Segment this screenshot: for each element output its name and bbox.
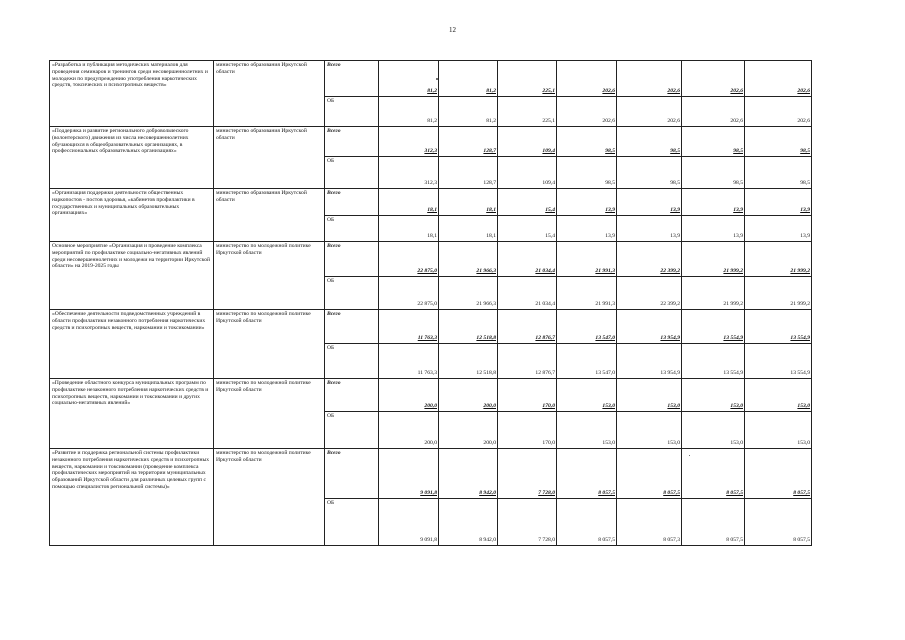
funding-ob-value: 202,6 (682, 97, 745, 127)
funding-total-value: 98,5 (682, 127, 745, 157)
funding-ob-value: 8 942,0 (439, 499, 498, 546)
funding-total-value: 12 876,7 (498, 310, 557, 344)
funding-ob-value: 153,0 (617, 412, 682, 449)
funding-source-ob: ОБ (325, 97, 379, 127)
funding-source-ob: ОБ (325, 216, 379, 242)
funding-ob-value: 18,1 (439, 216, 498, 242)
funding-ob-value: 202,6 (745, 97, 812, 127)
funding-total-value: 200,0 (439, 379, 498, 412)
funding-total-value: 98,5 (557, 127, 617, 157)
funding-total-value: 13 554,9 (745, 310, 812, 344)
funding-ob-value: 13,9 (682, 216, 745, 242)
funding-total-value: 21 966,3 (439, 242, 498, 277)
funding-total-value: 202,6 (682, 61, 745, 97)
funding-source-total: Всего (325, 61, 379, 97)
funding-ob-value: 13,9 (617, 216, 682, 242)
funding-source-ob: ОБ (325, 344, 379, 379)
funding-ob-value: 81,2 (379, 97, 439, 127)
table-row (50, 61, 812, 97)
funding-total-value: 18,1 (439, 189, 498, 216)
funding-total-value: 13 954,9 (617, 310, 682, 344)
funding-total-value: 21 999,2 (682, 242, 745, 277)
table-row (50, 127, 812, 157)
funding-ob-value: 21 999,2 (745, 277, 812, 310)
funding-total-value: 12 518,8 (439, 310, 498, 344)
funding-total-value: 22 399,2 (617, 242, 682, 277)
funding-ob-value: 9 091,8 (379, 499, 439, 546)
funding-ob-value: 15,4 (498, 216, 557, 242)
funding-total-value: 81,2 (379, 61, 439, 97)
funding-ob-value: 98,5 (617, 157, 682, 189)
funding-total-value: 153,0 (682, 379, 745, 412)
funding-ob-value: 109,4 (498, 157, 557, 189)
funding-ob-value: 13 554,9 (682, 344, 745, 379)
funding-total-value: 13 554,9 (682, 310, 745, 344)
funding-ob-value: 21 999,2 (682, 277, 745, 310)
funding-source-ob: ОБ (325, 277, 379, 310)
funding-source-total: Всего (325, 189, 379, 216)
funding-ob-value: 22 875,0 (379, 277, 439, 310)
funding-ob-value: 21 966,3 (439, 277, 498, 310)
funding-ob-value: 98,5 (682, 157, 745, 189)
responsible-executor: министерство по молодежной политике Иркутской области (214, 242, 325, 310)
funding-total-value: 8 057,5 (617, 449, 682, 499)
funding-total-value: 22 875,0 (379, 242, 439, 277)
funding-ob-value: 12 876,7 (498, 344, 557, 379)
funding-total-value: 8 057,5 (557, 449, 617, 499)
funding-ob-value: 8 057,5 (682, 499, 745, 546)
funding-ob-value: 8 057,5 (557, 499, 617, 546)
funding-ob-value: 12 518,8 (439, 344, 498, 379)
funding-total-value: 202,6 (617, 61, 682, 97)
activity-name: «Разработка и публикация методических материалов для проведения семинаров и тренингов среди несовершеннолетних и молодежи по предупреждению употребления наркотических средств, токсических и психотропных веществ» (50, 61, 214, 127)
funding-source-total: Всего (325, 379, 379, 412)
funding-source-ob: ОБ (325, 499, 379, 546)
activity-name: Основное мероприятие «Организация и проведение комплекса мероприятий по профилактике социально-негативных явлений среди несовершеннолетних и молодежи на территории Иркутской области» на 2019-2025 годы (50, 242, 214, 310)
funding-total-value: 18,1 (379, 189, 439, 216)
table-body (50, 61, 812, 546)
funding-ob-value: 225,1 (498, 97, 557, 127)
funding-ob-value: 21 991,3 (557, 277, 617, 310)
funding-total-value: 13,9 (557, 189, 617, 216)
funding-source-total: Всего (325, 449, 379, 499)
funding-source-total: Всего (325, 127, 379, 157)
funding-source-total: Всего (325, 242, 379, 277)
activity-name: «Обеспечение деятельности подведомственных учреждений в области профилактики незаконного потребления наркотических средств и психотропных веществ, наркомании и токсикомании» (50, 310, 214, 379)
table-row (50, 449, 812, 499)
funding-total-value: 13,9 (745, 189, 812, 216)
funding-ob-value: 200,0 (379, 412, 439, 449)
table-row (50, 242, 812, 277)
funding-total-value: 312,3 (379, 127, 439, 157)
funding-ob-value: 8 057,5 (745, 499, 812, 546)
funding-total-value: 81,2 (439, 61, 498, 97)
funding-ob-value: 11 763,3 (379, 344, 439, 379)
activity-name: «Развитие и поддержка региональной системы профилактики незаконного потребления наркотических средств и психотропных веществ, наркомании и токсикомании (проведение комплекса профилактических мероприятий на территории муниципальных образований Иркутской области для различных целевых групп с помощью специалистов региональной системы)» (50, 449, 214, 546)
funding-ob-value: 13 554,9 (745, 344, 812, 379)
funding-total-value: 202,6 (745, 61, 812, 97)
funding-total-value: 98,5 (617, 127, 682, 157)
funding-ob-value: 153,0 (745, 412, 812, 449)
funding-source-ob: ОБ (325, 157, 379, 189)
funding-total-value: 9 091,8 (379, 449, 439, 499)
funding-source-total: Всего (325, 310, 379, 344)
scan-speck (436, 78, 438, 80)
funding-ob-value: 202,6 (617, 97, 682, 127)
funding-ob-value: 7 728,0 (498, 499, 557, 546)
funding-total-value: 98,5 (745, 127, 812, 157)
funding-source-ob: ОБ (325, 412, 379, 449)
activity-name: «Проведение областного конкурса муниципальных программ по профилактике незаконного потребления наркотических средств и психотропных веществ, наркомании и токсикомании и других социально-негативных явлений» (50, 379, 214, 449)
funding-total-value: 13 547,0 (557, 310, 617, 344)
funding-total-value: 109,4 (498, 127, 557, 157)
funding-ob-value: 13,9 (745, 216, 812, 242)
funding-total-value: 202,6 (557, 61, 617, 97)
funding-total-value: 21 999,2 (745, 242, 812, 277)
table-row (50, 189, 812, 216)
funding-ob-value: 312,3 (379, 157, 439, 189)
activity-name: «Организация поддержки деятельности общественных наркопостов - постов здоровья, «кабинетов профилактики в государственных и муниципальных образовательных организациях» (50, 189, 214, 242)
funding-total-value: 8 057,5 (745, 449, 812, 499)
responsible-executor: министерство по молодежной политике Иркутской области (214, 449, 325, 546)
funding-total-value: 7 728,0 (498, 449, 557, 499)
funding-total-value: 200,0 (379, 379, 439, 412)
funding-total-value: 21 034,4 (498, 242, 557, 277)
funding-total-value: 128,7 (439, 127, 498, 157)
funding-total-value: 8 942,0 (439, 449, 498, 499)
page-number: 12 (449, 26, 456, 34)
funding-total-value: 21 991,3 (557, 242, 617, 277)
funding-ob-value: 81,2 (439, 97, 498, 127)
funding-total-value: 225,1 (498, 61, 557, 97)
scan-speck (689, 455, 690, 456)
funding-ob-value: 200,0 (439, 412, 498, 449)
funding-total-value: 11 763,3 (379, 310, 439, 344)
responsible-executor: министерство образования Иркутской области (214, 61, 325, 127)
funding-ob-value: 153,0 (557, 412, 617, 449)
funding-ob-value: 170,0 (498, 412, 557, 449)
responsible-executor: министерство образования Иркутской области (214, 189, 325, 242)
funding-total-value: 153,0 (617, 379, 682, 412)
responsible-executor: министерство по молодежной политике Иркутской области (214, 379, 325, 449)
funding-total-value: 153,0 (557, 379, 617, 412)
funding-total-value: 13,9 (682, 189, 745, 216)
funding-ob-value: 13 547,0 (557, 344, 617, 379)
funding-total-value: 170,0 (498, 379, 557, 412)
funding-ob-value: 13,9 (557, 216, 617, 242)
funding-total-value: 15,4 (498, 189, 557, 216)
responsible-executor: министерство образования Иркутской области (214, 127, 325, 189)
budget-table (49, 60, 812, 546)
funding-ob-value: 21 034,4 (498, 277, 557, 310)
funding-ob-value: 22 399,2 (617, 277, 682, 310)
funding-ob-value: 13 954,9 (617, 344, 682, 379)
activity-name: «Поддержка и развитие регионального добровольческого (волонтерского) движения из числа несовершеннолетних обучающихся в общеобразовательных организациях, в профессиональных образовательных организациях» (50, 127, 214, 189)
funding-ob-value: 98,5 (557, 157, 617, 189)
table-row (50, 310, 812, 344)
responsible-executor: министерство по молодежной политике Иркутской области (214, 310, 325, 379)
funding-total-value: 8 057,5 (682, 449, 745, 499)
funding-ob-value: 202,6 (557, 97, 617, 127)
funding-ob-value: 153,0 (682, 412, 745, 449)
table-row (50, 379, 812, 412)
funding-ob-value: 128,7 (439, 157, 498, 189)
funding-ob-value: 98,5 (745, 157, 812, 189)
funding-total-value: 153,0 (745, 379, 812, 412)
funding-ob-value: 8 057,3 (617, 499, 682, 546)
funding-total-value: 13,9 (617, 189, 682, 216)
funding-ob-value: 18,1 (379, 216, 439, 242)
